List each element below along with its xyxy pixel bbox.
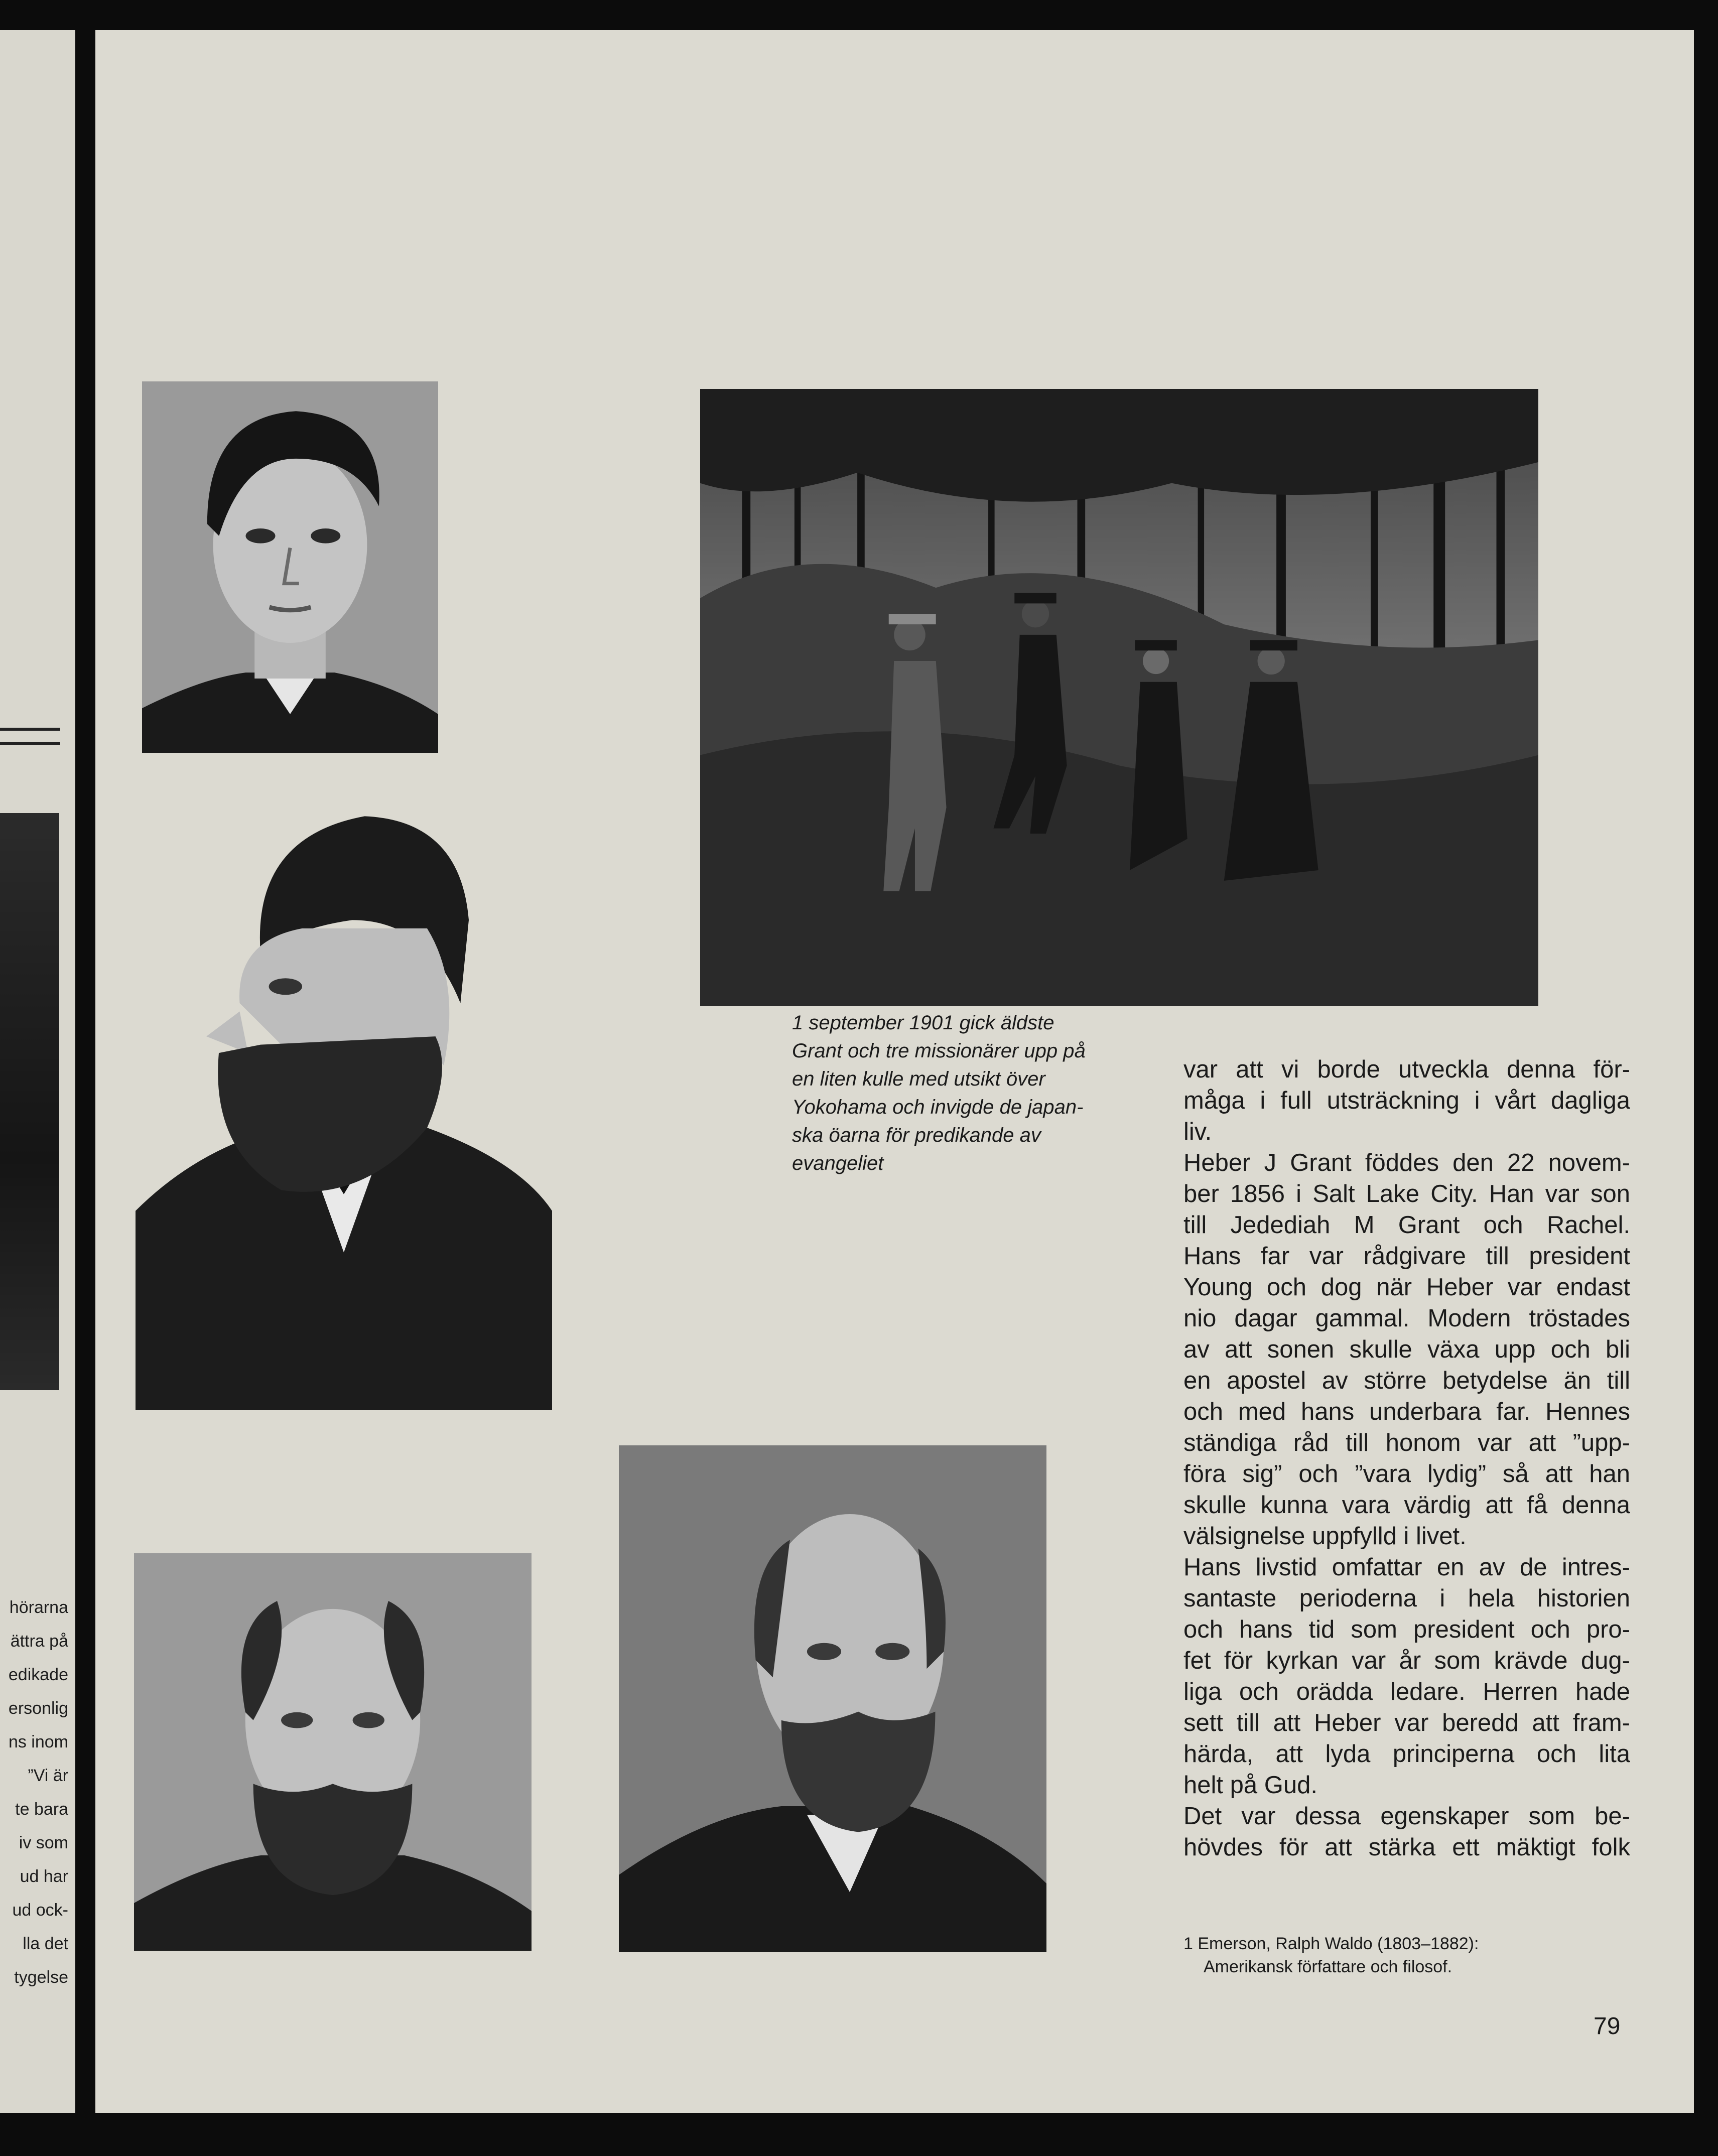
- text-line: edikade: [8, 1665, 68, 1684]
- rule-line: [0, 742, 60, 745]
- left-page-text: [0, 1591, 75, 1994]
- footnote: [1183, 1932, 1630, 1978]
- portrait-photo-bald-bearded-man: [619, 1445, 1046, 1952]
- body-line: var att vi borde utveckla denna för-: [1183, 1056, 1630, 1083]
- body-line: till Jedediah M Grant och Rachel.: [1183, 1211, 1630, 1239]
- photo-fragment: [0, 813, 59, 1390]
- body-line: välsignelse uppfylld i livet.: [1183, 1523, 1467, 1550]
- body-text-column: [1183, 1054, 1630, 1863]
- body-line: fet för kyrkan var år som krävde dug-: [1183, 1647, 1630, 1674]
- body-line: ber 1856 i Salt Lake City. Han var son: [1183, 1180, 1630, 1207]
- body-line: sett till att Heber var beredd att fram-: [1183, 1709, 1630, 1736]
- body-line: Det var dessa egenskaper som be-: [1183, 1803, 1630, 1830]
- portrait-photo-bearded-profile: [136, 795, 552, 1410]
- body-line: ständiga råd till honom var att ”upp-: [1183, 1429, 1630, 1456]
- portrait-photo-young-man: [142, 381, 438, 753]
- caption-line: 1 september 1901 gick äldste: [792, 1012, 1054, 1034]
- text-line: ”Vi är: [28, 1766, 68, 1785]
- body-line: liv.: [1183, 1118, 1212, 1145]
- caption-line: en liten kulle med utsikt över: [792, 1068, 1045, 1090]
- photo-men-walking-on-hill: [700, 389, 1538, 1006]
- body-line: och hans tid som president och pro-: [1183, 1616, 1630, 1643]
- text-line: ersonlig: [8, 1699, 68, 1718]
- portrait-photo-bearded-man-front: [134, 1553, 532, 1951]
- body-line: liga och orädda ledare. Herren hade: [1183, 1678, 1630, 1705]
- body-line: av att sonen skulle växa upp och bli: [1183, 1336, 1630, 1363]
- body-line: Hans far var rådgivare till president: [1183, 1243, 1630, 1270]
- text-line: ns inom: [8, 1732, 68, 1751]
- caption-line: Grant och tre missionärer upp på: [792, 1040, 1086, 1062]
- body-line: Hans livstid omfattar en av de intres-: [1183, 1554, 1630, 1581]
- page: [95, 30, 1694, 2113]
- body-line: skulle kunna vara värdig att få denna: [1183, 1492, 1630, 1519]
- body-line: härda, att lyda principerna och lita: [1183, 1740, 1630, 1768]
- body-line: en apostel av större betydelse än till: [1183, 1367, 1630, 1394]
- body-line: hövdes för att stärka ett mäktigt folk: [1183, 1834, 1630, 1861]
- text-line: iv som: [19, 1833, 68, 1852]
- left-page-fragment: [0, 30, 75, 2113]
- photo-caption: [792, 1009, 1173, 1177]
- body-line: och med hans underbara far. Hennes: [1183, 1398, 1630, 1425]
- text-line: ättra på: [10, 1632, 68, 1651]
- page-number: 79: [1594, 2013, 1621, 2040]
- caption-line: Yokohama och invigde de japan-: [792, 1096, 1084, 1118]
- body-line: santaste perioderna i hela historien: [1183, 1585, 1630, 1612]
- text-line: ud ock-: [12, 1901, 68, 1920]
- footnote-line: Amerikansk författare och filosof.: [1204, 1957, 1452, 1976]
- footnote-line: 1 Emerson, Ralph Waldo (1803–1882):: [1183, 1934, 1479, 1953]
- body-line: föra sig” och ”vara lydig” så att han: [1183, 1460, 1630, 1488]
- caption-line: evangeliet: [792, 1152, 884, 1174]
- text-line: hörarna: [9, 1598, 68, 1617]
- text-line: tygelse: [14, 1968, 68, 1987]
- body-line: måga i full utsträckning i vårt dagliga: [1183, 1087, 1630, 1114]
- body-line: helt på Gud.: [1183, 1772, 1317, 1799]
- body-line: Heber J Grant föddes den 22 novem-: [1183, 1149, 1630, 1176]
- text-line: te bara: [15, 1800, 68, 1819]
- text-line: lla det: [23, 1934, 68, 1953]
- caption-line: ska öarna för predikande av: [792, 1124, 1041, 1146]
- body-line: nio dagar gammal. Modern tröstades: [1183, 1305, 1630, 1332]
- rule-line: [0, 728, 60, 731]
- text-line: ud har: [20, 1867, 68, 1886]
- body-line: Young och dog när Heber var endast: [1183, 1274, 1630, 1301]
